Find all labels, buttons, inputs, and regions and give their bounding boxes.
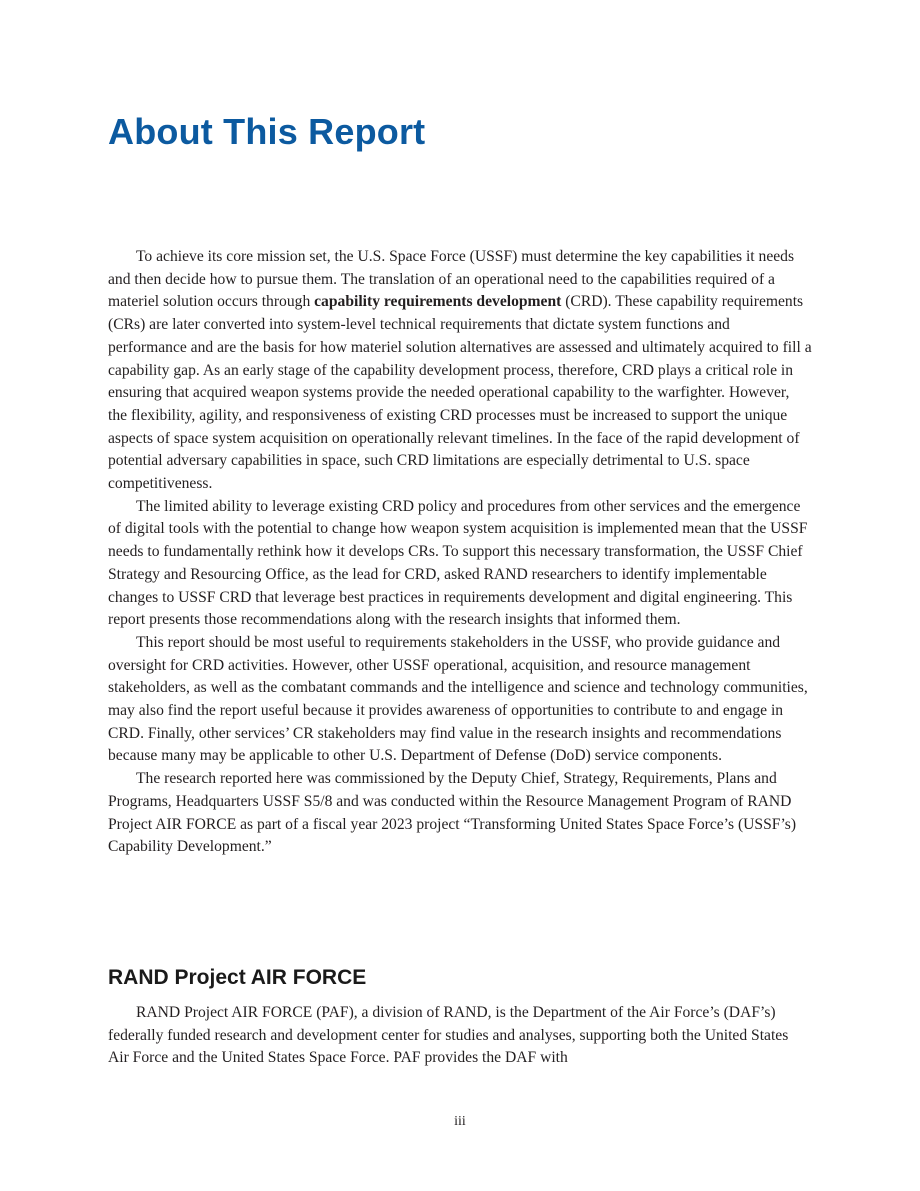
paf-paragraph-1: RAND Project AIR FORCE (PAF), a division of RAND, is the Department of the Air Force’s (DAF’s) federally funded research and development center for studies and analyses, supporting both the United States Air Force and the United States Space Force. PAF provides the DAF with	[108, 1004, 789, 1067]
intro-paragraph-3: This report should be most useful to requirements stakeholders in the USSF, who provide guidance and oversight for CRD activities. However, other USSF operational, acquisition, and resource management stakeholders, as well as the combatant commands and the intelligence and science and technology communities, may also find the report useful because it provides awareness of opportunities to contribute to and engage in CRD. Finally, other services’ CR stakeholders may find value in the research insights and recommendations because many may be applicable to other U.S. Department of Defense (DoD) service components.	[108, 633, 808, 765]
intro-p1-text-start: To achieve its core mission set, the U.S. Space Force (USSF) must determine the key capabilities it needs and then decide how to pursue them. The translation of an operational need to the capabilities required of a materiel solution occurs through	[108, 248, 795, 311]
intro-paragraph-4: The research reported here was commissioned by the Deputy Chief, Strategy, Requirements, Plans and Programs, Headquarters USSF S5/8 and was conducted within the Resource Management Program of RAND Project AIR FORCE as part of a fiscal year 2023 project “Transforming United States Space Force’s (USSF’s) Capability Development.”	[108, 770, 797, 856]
intro-paragraph-1	[108, 246, 812, 496]
page-title: About This Report	[108, 111, 426, 152]
intro-p1-text-end: (CRD). These capability requirements (CRs) are later converted into system-level technical requirements that dictate system functions and performance and are the basis for how materiel solution alternatives are assessed and ultimately acquired to fill a capability gap. As an early stage of the capability development process, therefore, CRD plays a critical role in ensuring that acquired weapon systems provide the needed operational capability to the warfighter. However, the flexibility, agility, and responsiveness of existing CRD processes must be increased to support the unique aspects of space system acquisition on operationally relevant timelines. In the face of the rapid development of potential adversary capabilities in space, such CRD limitations are especially detrimental to U.S. space competitiveness.	[108, 293, 812, 493]
section-heading-paf: RAND Project AIR FORCE	[108, 966, 367, 989]
intro-p1-bold-term: capability requirements development	[314, 293, 562, 311]
intro-section	[108, 246, 812, 859]
intro-paragraph-2: The limited ability to leverage existing CRD policy and procedures from other services and the emergence of digital tools with the potential to change how weapon system acquisition is implemented mean that the USSF needs to fundamentally rethink how it develops CRs. To support this necessary transformation, the USSF Chief Strategy and Resourcing Office, as the lead for CRD, asked RAND researchers to identify implementable changes to USSF CRD that leverage best practices in requirements development and digital engineering. This report presents those recommendations along with the research insights that informed them.	[108, 497, 808, 629]
paf-section	[108, 1002, 812, 1070]
page-number: iii	[454, 1114, 466, 1129]
